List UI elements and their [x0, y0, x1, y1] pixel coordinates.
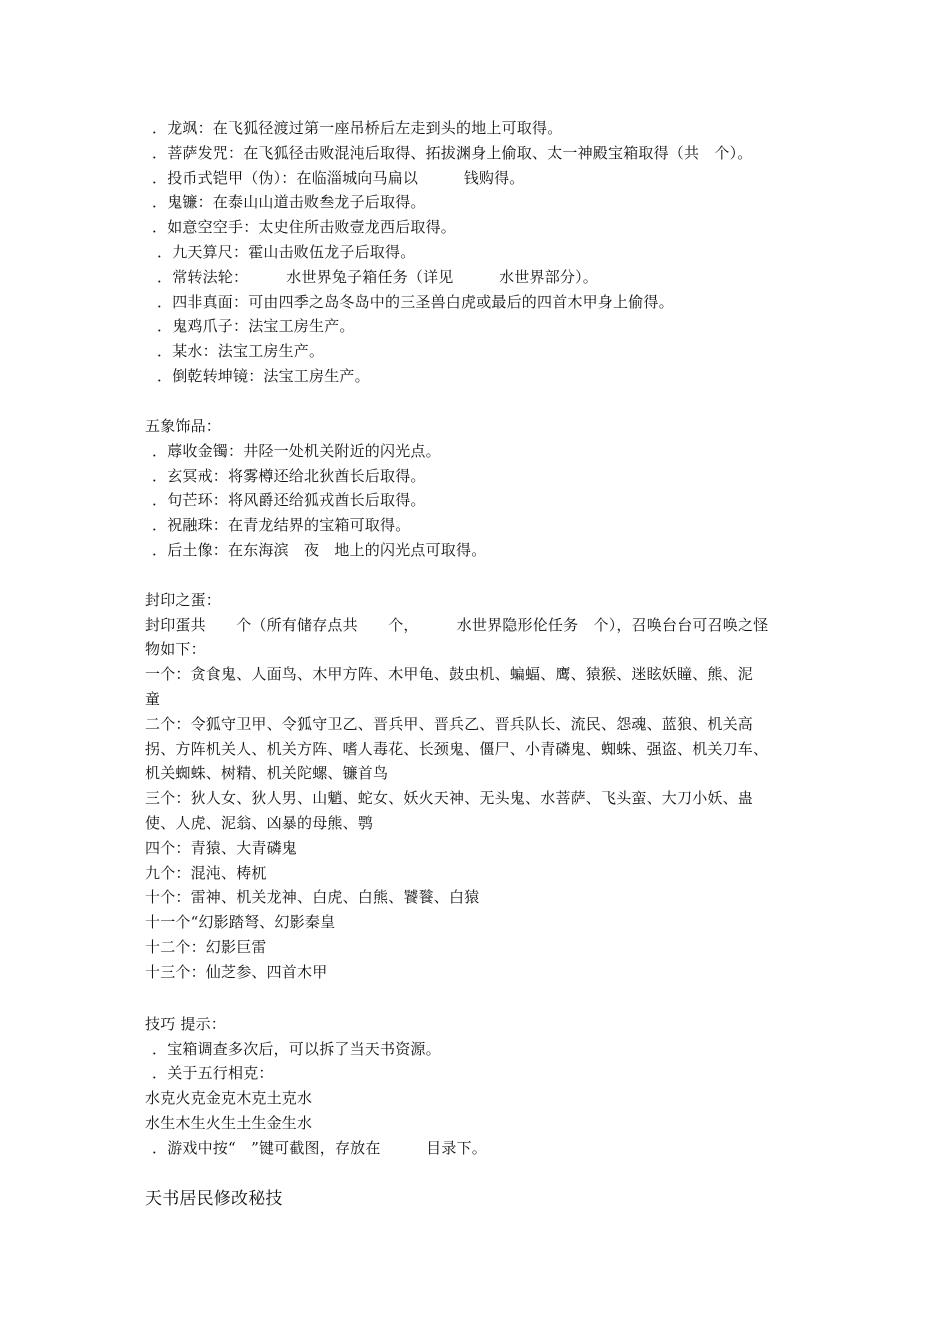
list-item: ．关于五行相克： — [152, 1064, 274, 1082]
list-item: ．鬼鸡爪子：法宝工房生产。 — [157, 317, 355, 335]
paragraph-line: 水生木生火生土生金生水 — [145, 1114, 313, 1132]
list-item: ．句芒环：将风爵还给狐戎酋长后取得。 — [152, 491, 426, 509]
paragraph-line: 三个：狄人女、狄人男、山魈、蛇女、妖火天神、无头鬼、水菩萨、飞头蛮、大刀小妖、蛊 — [145, 789, 754, 807]
list-item: ．如意空空手：太史住所击败壹龙西后取得。 — [152, 218, 457, 236]
paragraph-line: 十一个“幻影踏弩、幻影秦皇 — [145, 913, 336, 931]
list-item: ．龙飒：在飞狐径渡过第一座吊桥后左走到头的地上可取得。 — [152, 119, 563, 137]
list-item: ．祝融珠：在青龙结界的宝箱可取得。 — [152, 516, 411, 534]
list-item: ．投币式铠甲（伪）：在临淄城向马扁以 钱购得。 — [152, 169, 525, 187]
paragraph-line: 物如下： — [145, 640, 206, 658]
paragraph-line: 水克火克金克木克土克水 — [145, 1089, 313, 1107]
list-item: ．四非真面：可由四季之岛冬岛中的三圣兽白虎或最后的四首木甲身上偷得。 — [157, 293, 674, 311]
paragraph-line: 拐、方阵机关人、机关方阵、嗜人毒花、长颈鬼、僵尸、小青磷鬼、蜘蛛、强盗、机关刀车、 — [145, 740, 769, 758]
paragraph-line: 一个：贪食鬼、人面鸟、木甲方阵、木甲龟、鼓虫机、蝙蝠、鹰、猿猴、迷眩妖瞳、熊、泥 — [145, 665, 754, 683]
section-heading: 五象饰品： — [145, 417, 222, 435]
paragraph-line: 童 — [145, 690, 161, 708]
list-item: ．某水：法宝工房生产。 — [157, 342, 325, 360]
list-item: ．九天算尺：霍山击败伍龙子后取得。 — [157, 243, 416, 261]
list-item: ．菩萨发咒：在飞狐径击败混沌后取得、拓拔渊身上偷取、太一神殿宝箱取得（共 个）。 — [152, 144, 753, 162]
paragraph-line: 二个：令狐守卫甲、令狐守卫乙、晋兵甲、晋兵乙、晋兵队长、流民、怨魂、蓝狼、机关高 — [145, 715, 754, 733]
list-item: ．玄冥戒：将雾樽还给北狄酋长后取得。 — [152, 467, 426, 485]
list-item: ．蓐收金镯：井陉一处机关附近的闪光点。 — [152, 442, 441, 460]
section-title: 天书居民修改秘技 — [145, 1189, 283, 1209]
paragraph-line: 四个：青猿、大青磷鬼 — [145, 839, 298, 857]
paragraph-line: 封印蛋共 个（所有储存点共 个， 水世界隐形伦任务 个），召唤台台可召唤之怪 — [145, 616, 769, 634]
list-item: ．宝箱调查多次后，可以拆了当天书资源。 — [152, 1040, 441, 1058]
paragraph-line: 机关蜘蛛、树精、机关陀螺、镰首鸟 — [145, 764, 389, 782]
list-item: ．鬼镰：在泰山山道击败叁龙子后取得。 — [152, 193, 426, 211]
paragraph-line: 九个：混沌、梼杌 — [145, 864, 267, 882]
paragraph-line: 使、人虎、泥翁、凶暴的母熊、鹗 — [145, 814, 374, 832]
list-item: ．常转法轮： 水世界兔子箱任务（详见 水世界部分）。 — [157, 268, 599, 286]
section-heading: 技巧 提示： — [145, 1015, 226, 1033]
list-item: ．倒乾转坤镜：法宝工房生产。 — [157, 367, 370, 385]
list-item: ．游戏中按“ ”键可截图，存放在 目录下。 — [152, 1139, 487, 1157]
list-item: ．后土像：在东海滨 夜 地上的闪光点可取得。 — [152, 541, 487, 559]
paragraph-line: 十个：雷神、机关龙神、白虎、白熊、饕餮、白猿 — [145, 888, 480, 906]
section-heading: 封印之蛋： — [145, 591, 222, 609]
paragraph-line: 十二个：幻影巨雷 — [145, 938, 267, 956]
paragraph-line: 十三个：仙芝参、四首木甲 — [145, 963, 328, 981]
